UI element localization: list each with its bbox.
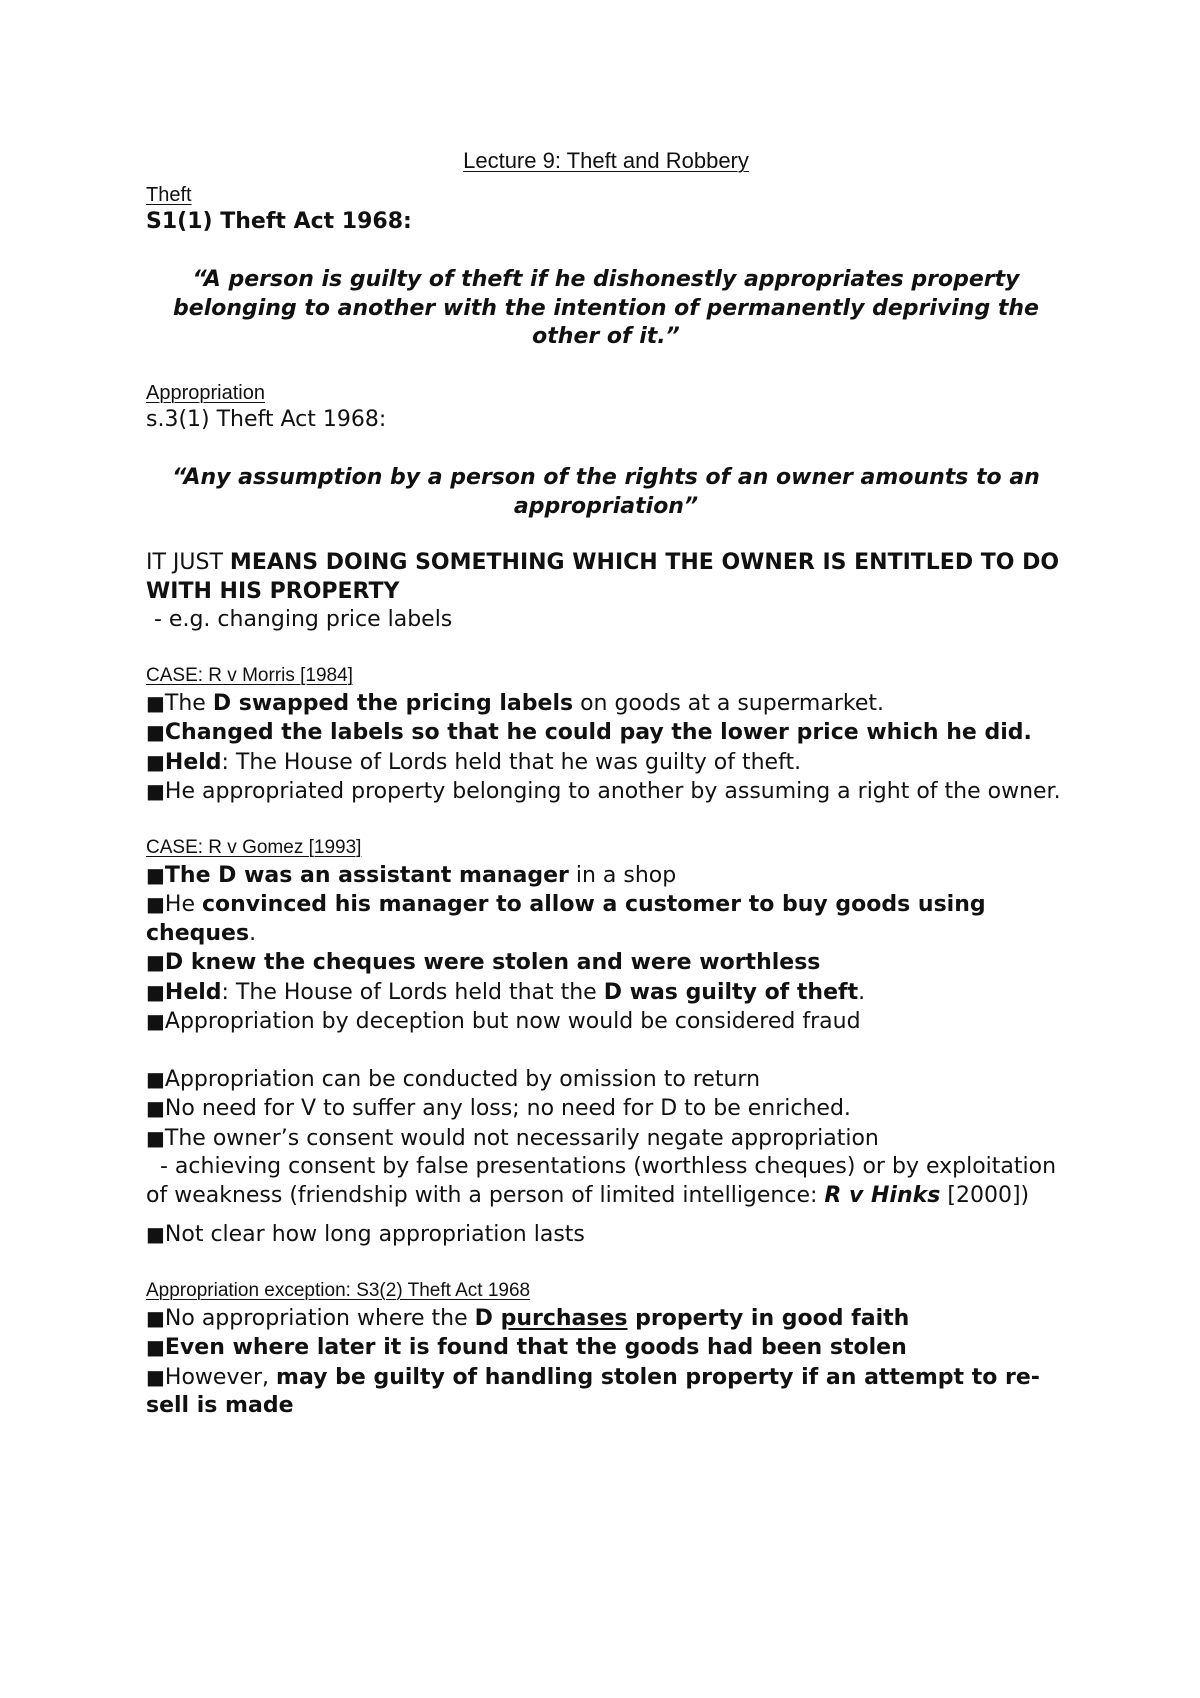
bullet-square-icon: ■ <box>146 1335 165 1359</box>
bullet-square-icon: ■ <box>146 950 165 974</box>
meaning-statement <box>146 549 1066 606</box>
s1-quote: “A person is guilty of theft if he dishonestly appropriates property belonging to another with the intention of permanently depriving the other of it.” <box>173 267 1039 349</box>
general-bullet-1: ■Appropriation can be conducted by omission to return <box>146 1066 761 1092</box>
gomez-bullet-1: ■The D was an assistant manager in a shop <box>146 862 677 888</box>
bullet-square-icon: ■ <box>146 862 165 887</box>
bullet-square-icon: ■ <box>146 1364 165 1389</box>
bullet-square-icon: ■ <box>146 690 165 715</box>
morris-bullet-4: ■He appropriated property belonging to another by assuming a right of the owner. <box>146 779 1061 804</box>
exception-heading: Appropriation exception: S3(2) Theft Act 1968 <box>146 1279 531 1301</box>
bullet-square-icon: ■ <box>146 720 165 744</box>
meaning-bold: MEANS DOING SOMETHING WHICH THE OWNER IS ENTITLED TO DO WITH HIS PROPERTY <box>146 550 1060 604</box>
appropriation-heading: Appropriation <box>146 381 265 404</box>
bullet-square-icon: ■ <box>146 1009 165 1033</box>
bullet-square-icon: ■ <box>146 979 165 1004</box>
bullet-square-icon: ■ <box>146 1125 165 1150</box>
document-body <box>146 148 1066 1421</box>
s3-quote: “Any assumption by a person of the rights of an owner amounts to an appropriation” <box>172 465 1040 519</box>
gomez-bullet-3: ■D knew the cheques were stolen and were worthless <box>146 950 821 975</box>
gomez-bullet-4: ■Held: The House of Lords held that the D was guilty of theft. <box>146 979 866 1005</box>
meaning-plain: IT JUST <box>146 550 230 575</box>
gomez-case-heading: CASE: R v Gomez [1993] <box>146 836 362 858</box>
s1-citation: S1(1) Theft Act 1968: <box>146 209 412 234</box>
exception-bullet-3: ■However, may be guilty of handling stolen property if an attempt to re-sell is made <box>146 1364 1040 1418</box>
page-title: Lecture 9: Theft and Robbery <box>463 148 749 173</box>
case-reference-hinks: R v Hinks <box>824 1182 941 1208</box>
bullet-square-icon: ■ <box>146 1222 165 1246</box>
exception-bullet-1: ■No appropriation where the D purchases property in good faith <box>146 1305 910 1331</box>
bullet-square-icon: ■ <box>146 1305 165 1330</box>
general-bullet-2: ■No need for V to suffer any loss; no need for D to be enriched. <box>146 1096 851 1121</box>
morris-case-heading: CASE: R v Morris [1984] <box>146 664 353 686</box>
bullet-square-icon: ■ <box>146 749 165 774</box>
general-bullet-3: ■The owner’s consent would not necessarily negate appropriation <box>146 1125 879 1151</box>
bullet-square-icon: ■ <box>146 779 165 803</box>
meaning-example: - e.g. changing price labels <box>154 607 453 632</box>
bullet-square-icon: ■ <box>146 1096 165 1120</box>
general-bullet-3-detail: - achieving consent by false presentations (worthless cheques) or by exploitation of weakness (friendship with a person of limited intelligence: R v Hinks [2000]) <box>146 1154 1064 1208</box>
morris-bullet-3: ■Held: The House of Lords held that he was guilty of theft. <box>146 749 802 775</box>
morris-bullet-2: ■Changed the labels so that he could pay the lower price which he did. <box>146 720 1032 745</box>
exception-bullet-2: ■Even where later it is found that the goods had been stolen <box>146 1335 907 1360</box>
general-bullet-4: ■Not clear how long appropriation lasts <box>146 1222 585 1247</box>
bullet-square-icon: ■ <box>146 892 165 916</box>
gomez-bullet-2: ■He convinced his manager to allow a customer to buy goods using cheques. <box>146 892 986 946</box>
gomez-bullet-5: ■Appropriation by deception but now would be considered fraud <box>146 1009 861 1034</box>
theft-heading: Theft <box>146 184 192 206</box>
s3-citation: s.3(1) Theft Act 1968: <box>146 406 387 432</box>
morris-bullet-1: ■The D swapped the pricing labels on goods at a supermarket. <box>146 690 884 716</box>
bullet-square-icon: ■ <box>146 1066 165 1091</box>
